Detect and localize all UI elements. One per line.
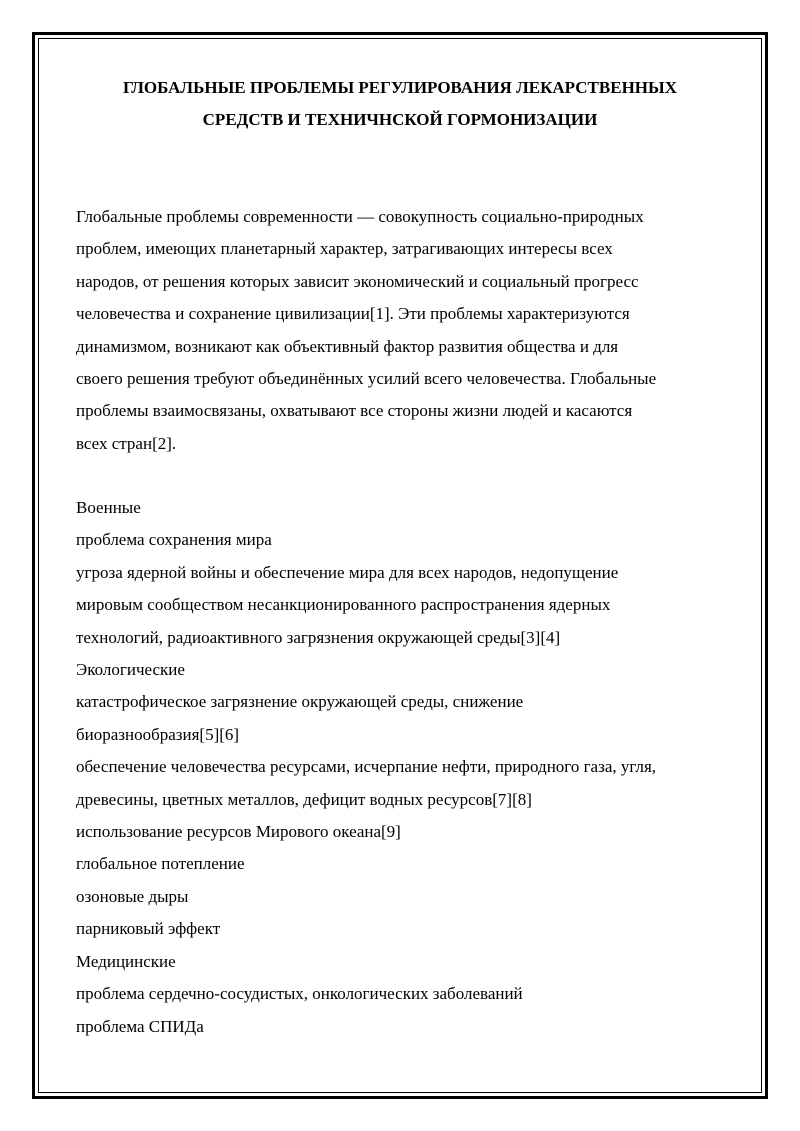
list-item: мировым сообществом несанкционированного распространения ядерных [76, 595, 611, 615]
intro-line: проблемы взаимосвязаны, охватывают все стороны жизни людей и касаются [76, 401, 633, 421]
list-item: парниковый эффект [76, 919, 221, 939]
problems-list [76, 492, 736, 1043]
list-item: обеспечение человечества ресурсами, исчерпание нефти, природного газа, угля, [76, 757, 657, 777]
list-item: проблема СПИДа [76, 1016, 204, 1036]
list-item: технологий, радиоактивного загрязнения окружающей среды[3][4] [76, 627, 561, 647]
list-item: проблема сердечно-сосудистых, онкологических заболеваний [76, 984, 523, 1004]
intro-line: своего решения требуют объединённых усилий всего человечества. Глобальные [76, 369, 657, 389]
list-item: озоновые дыры [76, 886, 189, 906]
list-item: глобальное потепление [76, 854, 245, 874]
list-item: использование ресурсов Мирового океана[9] [76, 822, 401, 842]
category-heading-ecological: Экологические [76, 660, 185, 680]
category-heading-military: Военные [76, 498, 141, 517]
intro-line: динамизмом, возникают как объективный фактор развития общества и для [76, 336, 619, 356]
document-title-line-1: ГЛОБАЛЬНЫЕ ПРОБЛЕМЫ РЕГУЛИРОВАНИЯ ЛЕКАРСТВЕННЫХ [123, 78, 677, 97]
list-item: катастрофическое загрязнение окружающей среды, снижение [76, 692, 524, 712]
category-heading-medical: Медицинские [76, 951, 176, 971]
intro-line: всех стран[2]. [76, 433, 177, 453]
list-item: биоразнообразия[5][6] [76, 724, 240, 744]
intro-line: человечества и сохранение цивилизации[1]. Эти проблемы характеризуются [76, 304, 630, 324]
document-title-line-2: СРЕДСТВ И ТЕХНИЧНСКОЙ ГОРМОНИЗАЦИИ [202, 110, 598, 129]
intro-line: Глобальные проблемы современности — совокупность социально-природных [76, 207, 644, 226]
list-item: проблема сохранения мира [76, 530, 272, 550]
list-item: угроза ядерной войны и обеспечение мира для всех народов, недопущение [76, 562, 619, 582]
intro-line: проблем, имеющих планетарный характер, затрагивающих интересы всех [76, 239, 613, 259]
intro-line: народов, от решения которых зависит экономический и социальный прогресс [76, 271, 639, 291]
intro-paragraph [76, 201, 736, 460]
list-item: древесины, цветных металлов, дефицит водных ресурсов[7][8] [76, 789, 532, 809]
